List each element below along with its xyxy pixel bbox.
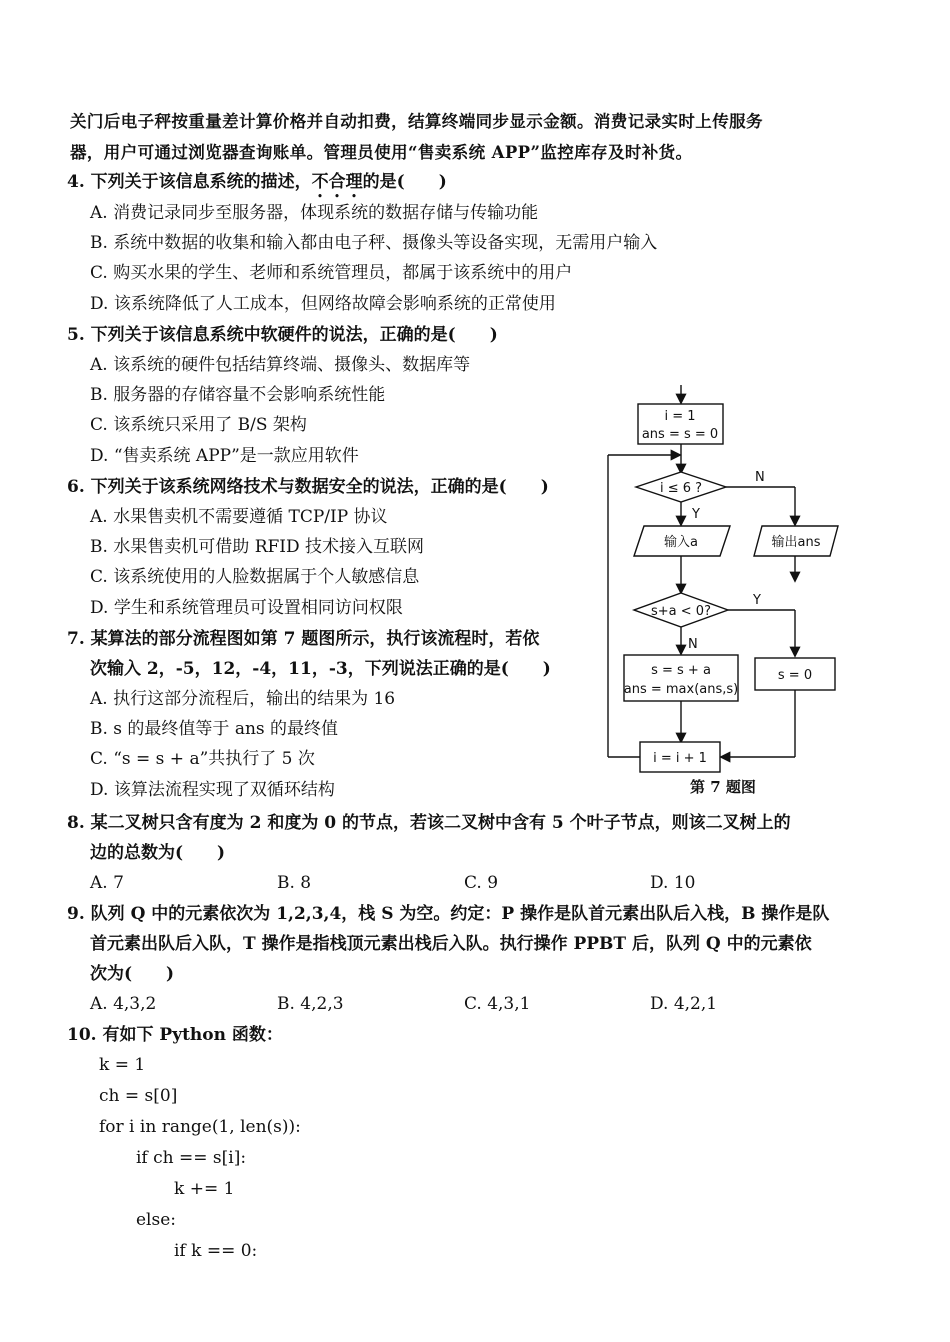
code-line-3: for i in range(1, len(s)):: [99, 1117, 301, 1137]
question-4-option-b: B. 系统中数据的收集和输入都由电子秤、摄像头等设备实现，无需用户输入: [90, 233, 658, 253]
question-7-option-c: C. “s = s + a”共执行了 5 次: [90, 749, 315, 769]
code-line-5: k += 1: [174, 1179, 235, 1199]
question-4-stem: [67, 170, 447, 202]
question-4-stem-a: 4. 下列关于该信息系统的描述，: [67, 172, 312, 192]
question-4-stem-b: 的是( ): [362, 172, 447, 192]
flowchart-no-2: N: [688, 637, 698, 652]
question-8-option-b: B. 8: [277, 873, 312, 893]
question-7-option-d: D. 该算法流程实现了双循环结构: [90, 780, 335, 800]
question-6-option-a: A. 水果售卖机不需要遵循 TCP/IP 协议: [90, 507, 388, 527]
flowchart-output-label: 输出ans: [771, 535, 821, 550]
question-4-option-a: A. 消费记录同步至服务器，体现系统的数据存储与传输功能: [90, 203, 539, 223]
code-line-4: if ch == s[i]:: [136, 1148, 247, 1168]
intro-line-2: 器，用户可通过浏览器查询账单。管理员使用“售卖系统 APP”监控库存及时补货。: [70, 143, 693, 162]
flowchart-input-label: 输入a: [664, 535, 698, 550]
question-9-stem-1: 9. 队列 Q 中的元素依次为 1,2,3,4，栈 S 为空。约定：P 操作是队首元素出队后入栈，B 操作是队: [67, 904, 830, 924]
flowchart-increment-label: i = i + 1: [653, 751, 707, 766]
question-5-stem: 5. 下列关于该信息系统中软硬件的说法，正确的是( ): [67, 325, 498, 345]
question-9-option-c: C. 4,3,1: [464, 994, 531, 1014]
question-6-option-c: C. 该系统使用的人脸数据属于个人敏感信息: [90, 567, 420, 587]
question-5-option-c: C. 该系统只采用了 B/S 架构: [90, 415, 307, 435]
flowchart-caption: 第 7 题图: [690, 778, 756, 796]
question-8-stem-2: 边的总数为( ): [90, 843, 226, 863]
question-5-option-b: B. 服务器的存储容量不会影响系统性能: [90, 385, 386, 405]
flowchart-init-1: i = 1: [664, 409, 696, 424]
flowchart-init-2: ans = s = 0: [641, 427, 719, 442]
question-9-option-a: A. 4,3,2: [90, 994, 157, 1014]
question-4-option-c: C. 购买水果的学生、老师和系统管理员，都属于该系统中的用户: [90, 263, 573, 283]
intro-line-1: 关门后电子秤按重量差计算价格并自动扣费，结算终端同步显示金额。消费记录实时上传服务: [70, 112, 763, 131]
question-7-stem-1: 7. 某算法的部分流程图如第 7 题图所示，执行该流程时，若依: [67, 629, 540, 649]
question-9-stem-3: 次为( ): [90, 964, 175, 984]
question-4-option-d: D. 该系统降低了人工成本，但网络故障会影响系统的正常使用: [90, 294, 556, 314]
question-9-option-d: D. 4,2,1: [650, 994, 718, 1014]
question-4-emphasis: 不合理: [311, 172, 363, 192]
code-line-2: ch = s[0]: [99, 1086, 178, 1106]
question-8-option-c: C. 9: [464, 873, 499, 893]
question-7-option-b: B. s 的最终值等于 ans 的最终值: [90, 719, 339, 739]
question-7-option-a: A. 执行这部分流程后，输出的结果为 16: [90, 689, 396, 709]
question-6-option-d: D. 学生和系统管理员可设置相同访问权限: [90, 598, 403, 618]
flowchart-cond2-label: s+a < 0?: [651, 604, 711, 619]
question-7-stem-2: 次输入 2，-5，12，-4，11，-3，下列说法正确的是( ): [90, 659, 551, 679]
question-8-option-a: A. 7: [90, 873, 124, 893]
question-9-stem-2: 首元素出队后入队，T 操作是指栈顶元素出栈后入队。执行操作 PPBT 后，队列 Q 中的元素依: [90, 934, 812, 954]
flowchart-yes-2: Y: [753, 593, 761, 608]
question-5-option-a: A. 该系统的硬件包括结算终端、摄像头、数据库等: [90, 355, 471, 375]
question-8-stem-1: 8. 某二叉树只含有度为 2 和度为 0 的节点，若该二叉树中含有 5 个叶子节点，则该二叉树上的: [67, 813, 791, 833]
code-line-1: k = 1: [99, 1055, 146, 1075]
code-line-6: else:: [136, 1210, 177, 1230]
flowchart-calc-2: ans = max(ans,s): [623, 682, 739, 697]
question-10-stem: 10. 有如下 Python 函数：: [67, 1025, 283, 1045]
flowchart-yes-1: Y: [692, 507, 700, 522]
flowchart-no-1: N: [755, 470, 765, 485]
question-9-option-b: B. 4,2,3: [277, 994, 344, 1014]
flowchart-reset-label: s = 0: [777, 668, 813, 683]
code-line-7: if k == 0:: [174, 1241, 258, 1261]
flowchart-cond1-label: i ≤ 6 ?: [659, 481, 703, 496]
question-6-option-b: B. 水果售卖机可借助 RFID 技术接入互联网: [90, 537, 425, 557]
question-6-stem: 6. 下列关于该系统网络技术与数据安全的说法，正确的是( ): [67, 477, 549, 497]
question-5-option-d: D. “售卖系统 APP”是一款应用软件: [90, 446, 359, 466]
question-8-option-d: D. 10: [650, 873, 696, 893]
flowchart-calc-1: s = s + a: [651, 663, 711, 678]
flowchart-diagram: [600, 380, 850, 800]
